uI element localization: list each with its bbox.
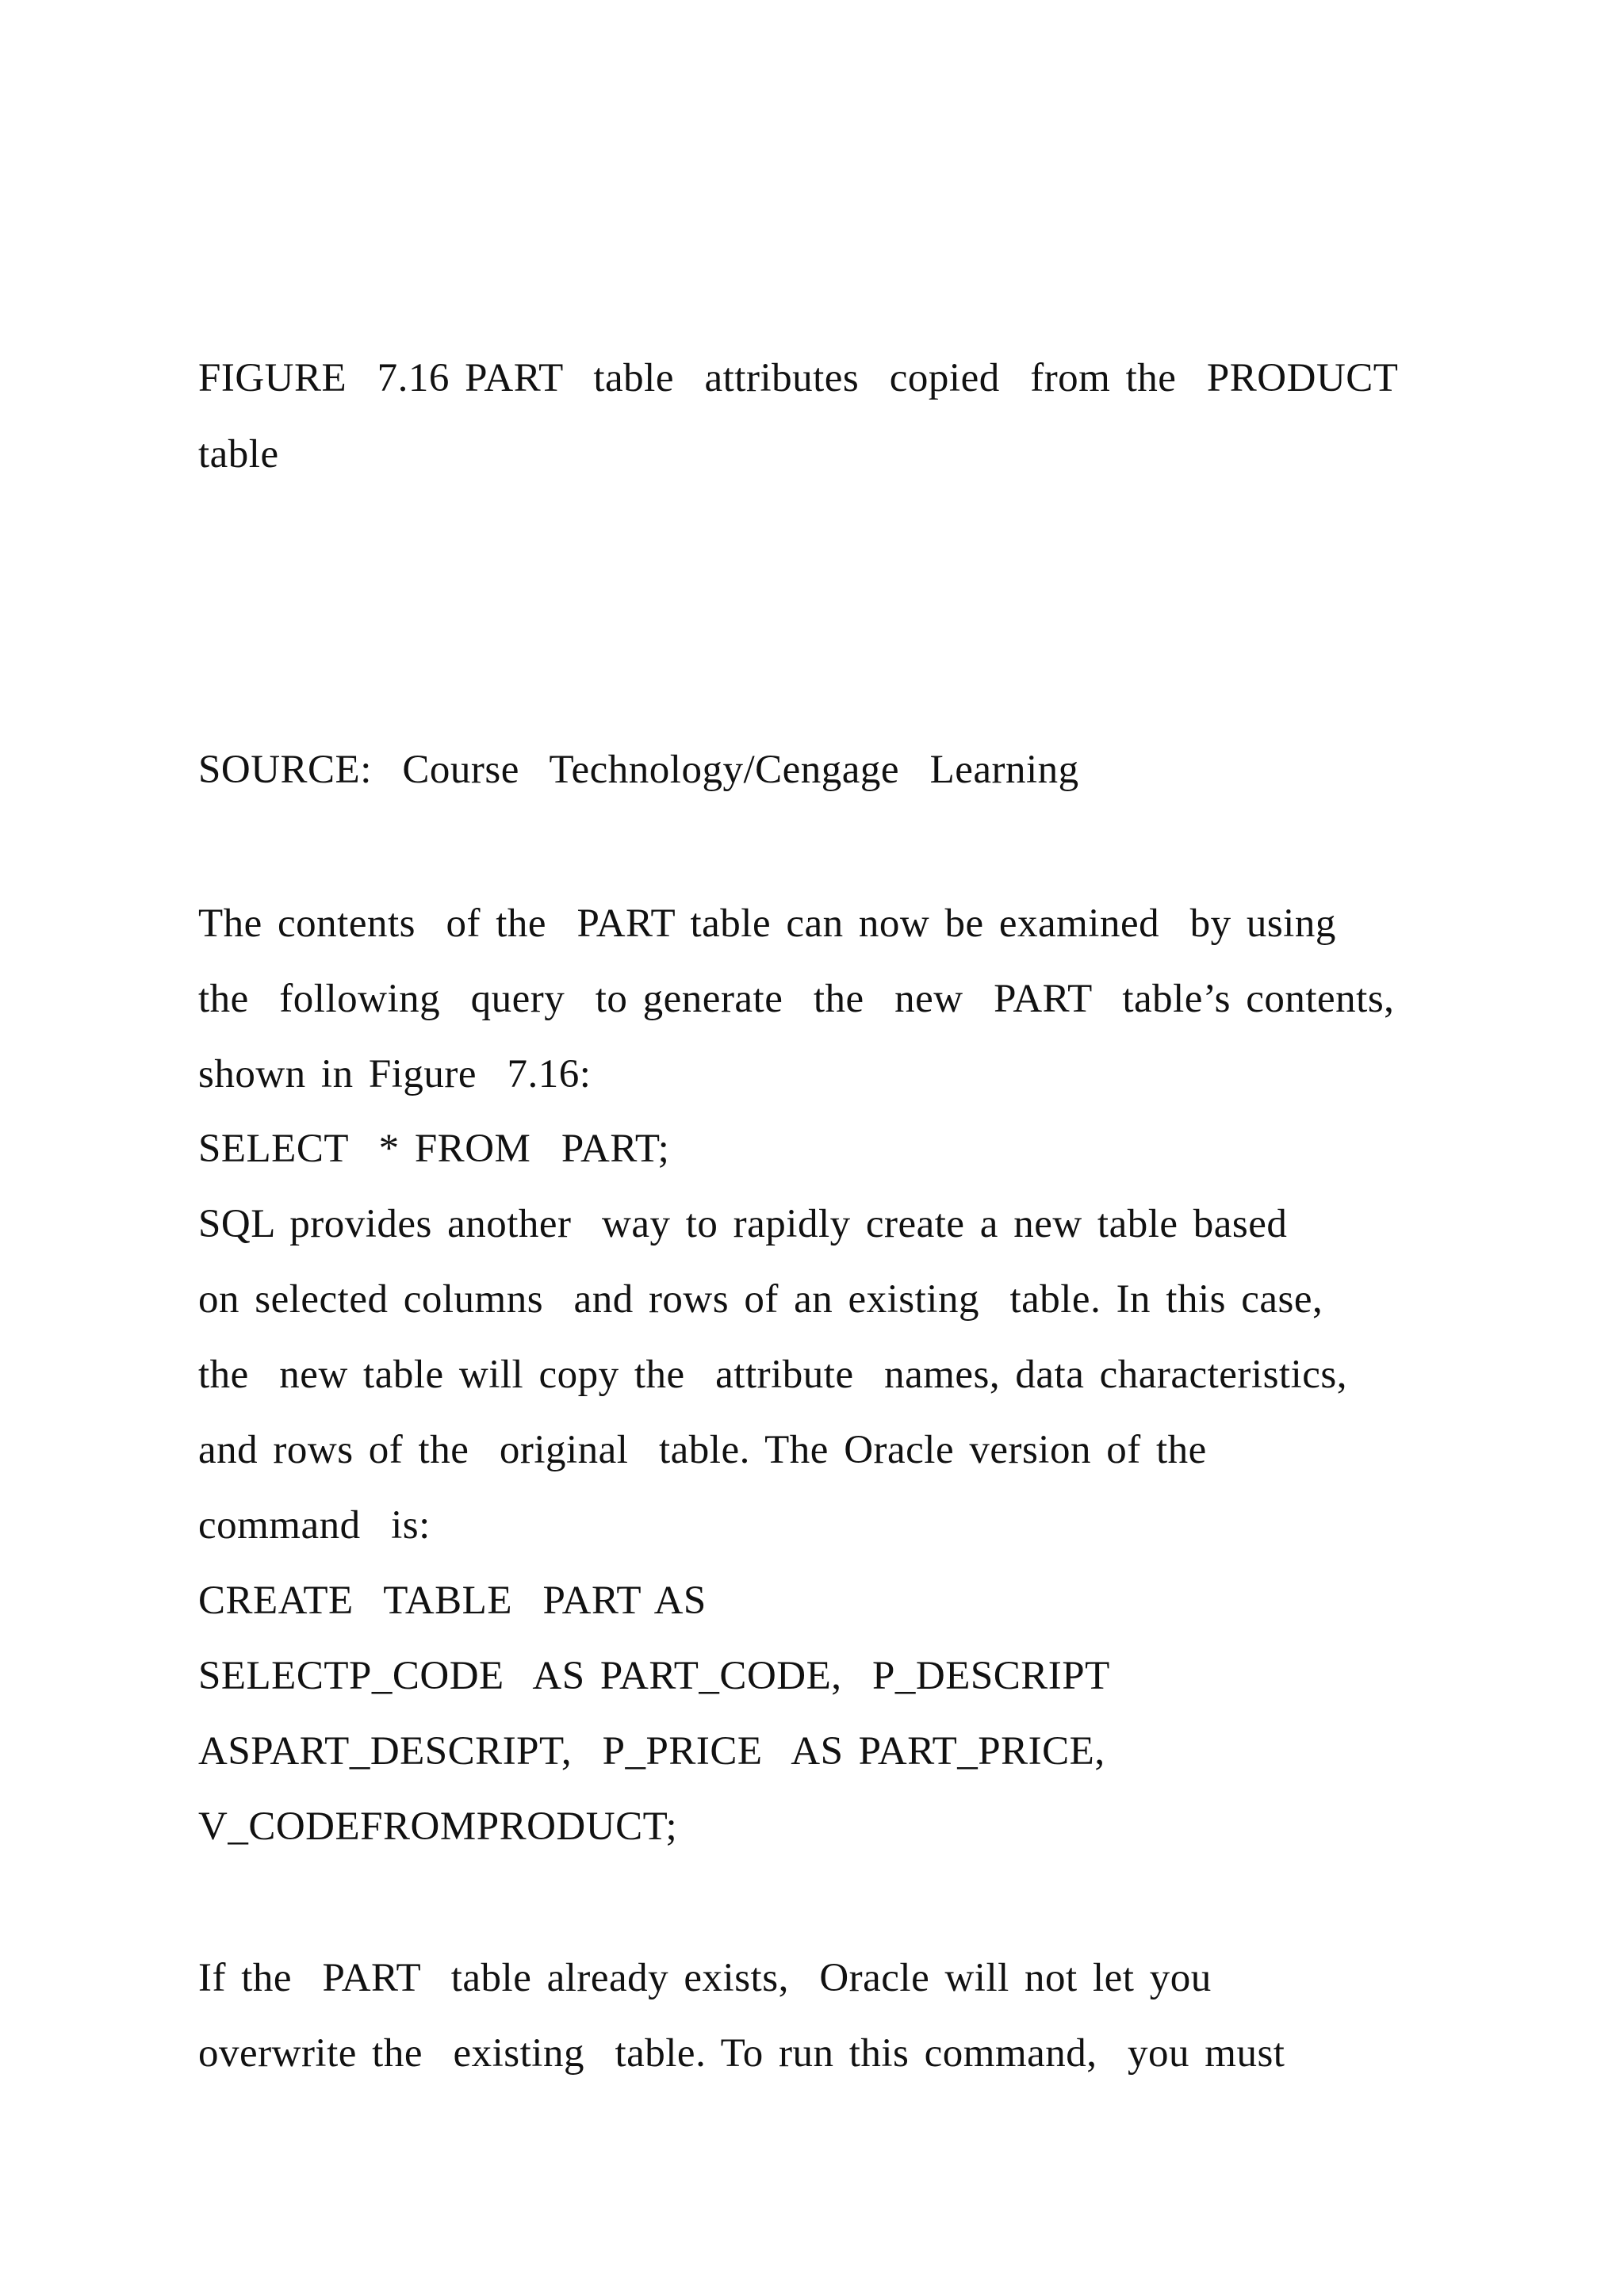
paragraph-1-line-2: the following query to generate the new PART table’s contents, (198, 977, 1395, 1021)
create-query-line-1: CREATE TABLE PART AS (198, 1578, 707, 1623)
paragraph-2-line-2: on selected columns and rows of an existing table. In this case, (198, 1277, 1323, 1322)
paragraph-3-line-1: If the PART table already exists, Oracle will not let you (198, 1956, 1212, 2000)
paragraph-2-line-3: the new table will copy the attribute names, data characteristics, (198, 1353, 1347, 1397)
paragraph-1-line-3: shown in Figure 7.16: (198, 1052, 592, 1096)
figure-caption-line-1: FIGURE 7.16 PART table attributes copied from the PRODUCT (198, 356, 1399, 400)
figure-caption-line-2: table (198, 432, 279, 476)
create-query-line-4: V_CODEFROMPRODUCT; (198, 1804, 678, 1849)
create-query-line-3: ASPART_DESCRIPT, P_PRICE AS PART_PRICE, (198, 1729, 1105, 1774)
paragraph-1-line-1: The contents of the PART table can now be examined by using (198, 901, 1336, 946)
create-query-line-2: SELECTP_CODE AS PART_CODE, P_DESCRIPT (198, 1654, 1110, 1698)
paragraph-2-line-1: SQL provides another way to rapidly create a new table based (198, 1202, 1288, 1246)
paragraph-2-line-4: and rows of the original table. The Oracle version of the (198, 1428, 1207, 1472)
paragraph-3-line-2: overwrite the existing table. To run this command, you must (198, 2031, 1285, 2076)
select-query: SELECT * FROM PART; (198, 1127, 670, 1171)
source-credit: SOURCE: Course Technology/Cengage Learning (198, 748, 1079, 792)
paragraph-2-line-5: command is: (198, 1503, 431, 1548)
